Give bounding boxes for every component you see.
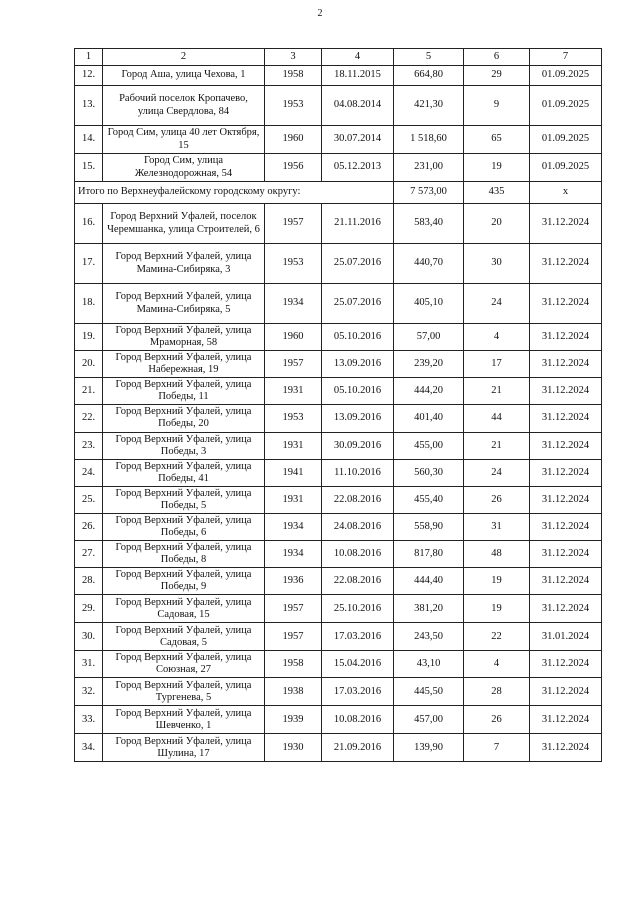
column-number: 5 (394, 49, 464, 66)
date-cell: 10.08.2016 (322, 706, 394, 734)
area-cell: 1 518,60 (394, 126, 464, 154)
date-cell: 25.10.2016 (322, 595, 394, 623)
date-cell: 17.03.2016 (322, 678, 394, 706)
date-cell: 17.03.2016 (322, 623, 394, 651)
count-cell: 30 (464, 244, 530, 284)
table-row (75, 378, 602, 405)
deadline-cell: 31.12.2024 (530, 405, 602, 432)
row-number-cell: 28. (75, 568, 103, 595)
address-cell: Город Верхний Уфалей, улица Шулина, 17 (103, 734, 265, 762)
column-number: 3 (265, 49, 322, 66)
area-cell: 664,80 (394, 66, 464, 86)
table-row (75, 623, 602, 651)
year-cell: 1934 (265, 284, 322, 324)
year-cell: 1957 (265, 623, 322, 651)
area-cell: 560,30 (394, 459, 464, 486)
deadline-cell: 31.12.2024 (530, 541, 602, 568)
year-cell: 1953 (265, 405, 322, 432)
count-cell: 44 (464, 405, 530, 432)
row-number-cell: 29. (75, 595, 103, 623)
area-cell: 381,20 (394, 595, 464, 623)
table-row (75, 405, 602, 432)
area-cell: 444,40 (394, 568, 464, 595)
address-cell: Город Верхний Уфалей, улица Победы, 8 (103, 541, 265, 568)
table-row (75, 432, 602, 459)
area-cell: 231,00 (394, 154, 464, 182)
total-area-cell: 7 573,00 (394, 182, 464, 204)
year-cell: 1953 (265, 86, 322, 126)
deadline-cell: 01.09.2025 (530, 154, 602, 182)
count-cell: 48 (464, 541, 530, 568)
date-cell: 21.11.2016 (322, 204, 394, 244)
address-cell: Город Верхний Уфалей, поселок Черемшанка, улица Строителей, 6 (103, 204, 265, 244)
date-cell: 05.10.2016 (322, 378, 394, 405)
row-number-cell: 12. (75, 66, 103, 86)
deadline-cell: 31.01.2024 (530, 623, 602, 651)
count-cell: 4 (464, 651, 530, 678)
count-cell: 24 (464, 459, 530, 486)
row-number-cell: 13. (75, 86, 103, 126)
column-number: 1 (75, 49, 103, 66)
row-number-cell: 23. (75, 432, 103, 459)
count-cell: 17 (464, 351, 530, 378)
address-cell: Город Верхний Уфалей, улица Садовая, 15 (103, 595, 265, 623)
year-cell: 1931 (265, 378, 322, 405)
row-number-cell: 15. (75, 154, 103, 182)
year-cell: 1934 (265, 541, 322, 568)
count-cell: 29 (464, 66, 530, 86)
deadline-cell: 31.12.2024 (530, 378, 602, 405)
year-cell: 1957 (265, 595, 322, 623)
year-cell: 1936 (265, 568, 322, 595)
count-cell: 7 (464, 734, 530, 762)
deadline-cell: 01.09.2025 (530, 66, 602, 86)
date-cell: 13.09.2016 (322, 351, 394, 378)
deadline-cell: 01.09.2025 (530, 126, 602, 154)
count-cell: 21 (464, 378, 530, 405)
year-cell: 1958 (265, 66, 322, 86)
deadline-cell: 31.12.2024 (530, 284, 602, 324)
count-cell: 21 (464, 432, 530, 459)
year-cell: 1953 (265, 244, 322, 284)
table-row (75, 459, 602, 486)
area-cell: 457,00 (394, 706, 464, 734)
date-cell: 30.09.2016 (322, 432, 394, 459)
total-row (75, 182, 602, 204)
area-cell: 455,40 (394, 486, 464, 513)
table-row (75, 513, 602, 540)
address-cell: Город Верхний Уфалей, улица Союзная, 27 (103, 651, 265, 678)
table-row (75, 244, 602, 284)
row-number-cell: 25. (75, 486, 103, 513)
year-cell: 1931 (265, 432, 322, 459)
deadline-cell: 31.12.2024 (530, 486, 602, 513)
deadline-cell: 31.12.2024 (530, 734, 602, 762)
count-cell: 28 (464, 678, 530, 706)
area-cell: 558,90 (394, 513, 464, 540)
year-cell: 1938 (265, 678, 322, 706)
column-number: 2 (103, 49, 265, 66)
year-cell: 1960 (265, 126, 322, 154)
row-number-cell: 18. (75, 284, 103, 324)
year-cell: 1957 (265, 204, 322, 244)
year-cell: 1957 (265, 351, 322, 378)
area-cell: 445,50 (394, 678, 464, 706)
table-row (75, 486, 602, 513)
column-number: 7 (530, 49, 602, 66)
area-cell: 421,30 (394, 86, 464, 126)
housing-table (74, 48, 602, 762)
deadline-cell: 31.12.2024 (530, 432, 602, 459)
count-cell: 19 (464, 154, 530, 182)
date-cell: 05.10.2016 (322, 324, 394, 351)
deadline-cell: 31.12.2024 (530, 706, 602, 734)
table-row (75, 126, 602, 154)
address-cell: Город Сим, улица Железнодорожная, 54 (103, 154, 265, 182)
total-label: Итого по Верхнеуфалейскому городскому округу: (75, 182, 394, 204)
table-row (75, 86, 602, 126)
area-cell: 401,40 (394, 405, 464, 432)
row-number-cell: 33. (75, 706, 103, 734)
row-number-cell: 16. (75, 204, 103, 244)
date-cell: 25.07.2016 (322, 284, 394, 324)
area-cell: 243,50 (394, 623, 464, 651)
area-cell: 239,20 (394, 351, 464, 378)
table-row (75, 678, 602, 706)
table-row (75, 595, 602, 623)
area-cell: 583,40 (394, 204, 464, 244)
deadline-cell: 31.12.2024 (530, 678, 602, 706)
address-cell: Город Сим, улица 40 лет Октября, 15 (103, 126, 265, 154)
table-row (75, 706, 602, 734)
row-number-cell: 21. (75, 378, 103, 405)
row-number-cell: 27. (75, 541, 103, 568)
table-row (75, 204, 602, 244)
address-cell: Город Верхний Уфалей, улица Победы, 3 (103, 432, 265, 459)
address-cell: Город Верхний Уфалей, улица Набережная, 19 (103, 351, 265, 378)
table-row (75, 568, 602, 595)
area-cell: 444,20 (394, 378, 464, 405)
count-cell: 26 (464, 706, 530, 734)
date-cell: 22.08.2016 (322, 486, 394, 513)
year-cell: 1930 (265, 734, 322, 762)
address-cell: Город Верхний Уфалей, улица Мамина-Сибиряка, 3 (103, 244, 265, 284)
count-cell: 22 (464, 623, 530, 651)
row-number-cell: 30. (75, 623, 103, 651)
row-number-cell: 19. (75, 324, 103, 351)
row-number-cell: 17. (75, 244, 103, 284)
address-cell: Рабочий поселок Кропачево, улица Свердлова, 84 (103, 86, 265, 126)
area-cell: 440,70 (394, 244, 464, 284)
area-cell: 139,90 (394, 734, 464, 762)
address-cell: Город Верхний Уфалей, улица Садовая, 5 (103, 623, 265, 651)
area-cell: 57,00 (394, 324, 464, 351)
deadline-cell: 31.12.2024 (530, 324, 602, 351)
address-cell: Город Верхний Уфалей, улица Победы, 11 (103, 378, 265, 405)
page-number: 2 (317, 8, 323, 19)
area-cell: 43,10 (394, 651, 464, 678)
year-cell: 1939 (265, 706, 322, 734)
column-number: 6 (464, 49, 530, 66)
date-cell: 10.08.2016 (322, 541, 394, 568)
table-row (75, 66, 602, 86)
date-cell: 05.12.2013 (322, 154, 394, 182)
date-cell: 30.07.2014 (322, 126, 394, 154)
address-cell: Город Верхний Уфалей, улица Шевченко, 1 (103, 706, 265, 734)
address-cell: Город Аша, улица Чехова, 1 (103, 66, 265, 86)
deadline-cell: 31.12.2024 (530, 595, 602, 623)
deadline-cell: 31.12.2024 (530, 204, 602, 244)
date-cell: 18.11.2015 (322, 66, 394, 86)
deadline-cell: 31.12.2024 (530, 244, 602, 284)
row-number-cell: 31. (75, 651, 103, 678)
address-cell: Город Верхний Уфалей, улица Победы, 41 (103, 459, 265, 486)
row-number-cell: 34. (75, 734, 103, 762)
table-row (75, 541, 602, 568)
total-deadline-cell: х (530, 182, 602, 204)
date-cell: 22.08.2016 (322, 568, 394, 595)
count-cell: 19 (464, 595, 530, 623)
year-cell: 1956 (265, 154, 322, 182)
row-number-cell: 32. (75, 678, 103, 706)
table-row (75, 734, 602, 762)
count-cell: 20 (464, 204, 530, 244)
year-cell: 1931 (265, 486, 322, 513)
deadline-cell: 31.12.2024 (530, 568, 602, 595)
deadline-cell: 01.09.2025 (530, 86, 602, 126)
date-cell: 15.04.2016 (322, 651, 394, 678)
date-cell: 24.08.2016 (322, 513, 394, 540)
year-cell: 1958 (265, 651, 322, 678)
count-cell: 19 (464, 568, 530, 595)
row-number-cell: 26. (75, 513, 103, 540)
date-cell: 13.09.2016 (322, 405, 394, 432)
total-count-cell: 435 (464, 182, 530, 204)
row-number-cell: 22. (75, 405, 103, 432)
count-cell: 65 (464, 126, 530, 154)
table-row (75, 324, 602, 351)
count-cell: 4 (464, 324, 530, 351)
deadline-cell: 31.12.2024 (530, 351, 602, 378)
count-cell: 9 (464, 86, 530, 126)
date-cell: 21.09.2016 (322, 734, 394, 762)
address-cell: Город Верхний Уфалей, улица Победы, 9 (103, 568, 265, 595)
table-body (75, 49, 602, 762)
year-cell: 1934 (265, 513, 322, 540)
row-number-cell: 20. (75, 351, 103, 378)
year-cell: 1960 (265, 324, 322, 351)
column-number-row (75, 49, 602, 66)
row-number-cell: 24. (75, 459, 103, 486)
area-cell: 405,10 (394, 284, 464, 324)
address-cell: Город Верхний Уфалей, улица Тургенева, 5 (103, 678, 265, 706)
deadline-cell: 31.12.2024 (530, 513, 602, 540)
address-cell: Город Верхний Уфалей, улица Победы, 5 (103, 486, 265, 513)
address-cell: Город Верхний Уфалей, улица Мраморная, 58 (103, 324, 265, 351)
row-number-cell: 14. (75, 126, 103, 154)
address-cell: Город Верхний Уфалей, улица Победы, 6 (103, 513, 265, 540)
area-cell: 817,80 (394, 541, 464, 568)
date-cell: 11.10.2016 (322, 459, 394, 486)
deadline-cell: 31.12.2024 (530, 459, 602, 486)
column-number: 4 (322, 49, 394, 66)
count-cell: 24 (464, 284, 530, 324)
address-cell: Город Верхний Уфалей, улица Победы, 20 (103, 405, 265, 432)
address-cell: Город Верхний Уфалей, улица Мамина-Сибиряка, 5 (103, 284, 265, 324)
deadline-cell: 31.12.2024 (530, 651, 602, 678)
date-cell: 25.07.2016 (322, 244, 394, 284)
table-row (75, 154, 602, 182)
table-row (75, 284, 602, 324)
year-cell: 1941 (265, 459, 322, 486)
count-cell: 26 (464, 486, 530, 513)
date-cell: 04.08.2014 (322, 86, 394, 126)
count-cell: 31 (464, 513, 530, 540)
table-row (75, 351, 602, 378)
table-row (75, 651, 602, 678)
area-cell: 455,00 (394, 432, 464, 459)
